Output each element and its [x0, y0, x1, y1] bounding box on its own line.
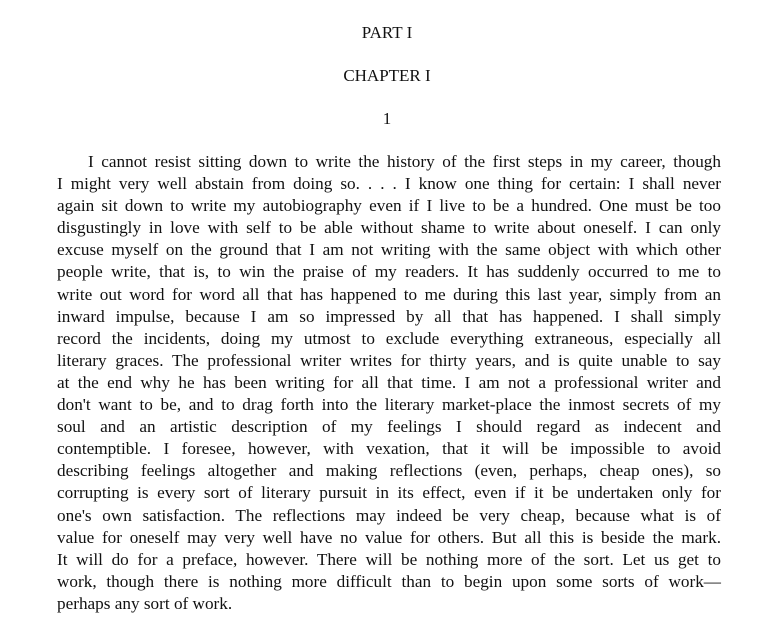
paragraph-line: inward impulse, because I am so impressed by all that has happened. I shall simply [57, 306, 721, 326]
paragraph-line: I might very well abstain from doing so. . . . I know one thing for certain: I shall never [57, 174, 721, 194]
paragraph-line: one's own satisfaction. The reflections may indeed be very cheap, because what is of [57, 505, 721, 525]
paragraph-line: write out word for word all that has happened to me during this last year, simply from an [57, 284, 721, 304]
paragraph-line: contemptible. I foresee, however, with vexation, that it will be impossible to avoid [57, 439, 721, 459]
paragraph-line: record the incidents, doing my utmost to exclude everything extraneous, especially all [57, 328, 721, 348]
paragraph-line: soul and an artistic description of my feelings I should regard as indecent and [57, 417, 721, 437]
section-number: 1 [382, 109, 392, 128]
paragraph-line: value for oneself may very well have no value for others. But all this is beside the mark. [57, 527, 721, 547]
paragraph-line: corrupting is every sort of literary pursuit in its effect, even if it be undertaken only for [57, 483, 721, 503]
paragraph-line: excuse myself on the ground that I am not writing with the same object with which other [57, 240, 721, 260]
paragraph-line: I cannot resist sitting down to write the history of the first steps in my career, though [88, 152, 721, 171]
paragraph-line: disgustingly in love with self to be able without shame to write about oneself. I can only [57, 218, 721, 238]
chapter-heading: CHAPTER I [343, 66, 431, 85]
paragraph-line: at the end why he has been writing for all that time. I am not a professional writer and [57, 372, 721, 392]
paragraph-line: people write, that is, to win the praise of my readers. It has suddenly occurred to me to [57, 262, 721, 282]
body-paragraph [57, 151, 721, 615]
part-heading: PART I [361, 23, 413, 42]
paragraph-line: don't want to be, and to drag forth into the literary market-place the inmost secrets of my [57, 395, 721, 415]
paragraph-line: perhaps any sort of work. [57, 593, 233, 613]
paragraph-line: work, though there is nothing more difficult than to begin upon some sorts of work— [57, 571, 721, 591]
paragraph-line: literary graces. The professional writer writes for thirty years, and is quite unable to say [57, 350, 721, 370]
paragraph-line: describing feelings altogether and making reflections (even, perhaps, cheap ones), so [57, 461, 721, 481]
paragraph-line: It will do for a preface, however. There will be nothing more of the sort. Let us get to [57, 549, 721, 569]
paragraph-line: again sit down to write my autobiography even if I live to be a hundred. One must be too [57, 196, 721, 216]
